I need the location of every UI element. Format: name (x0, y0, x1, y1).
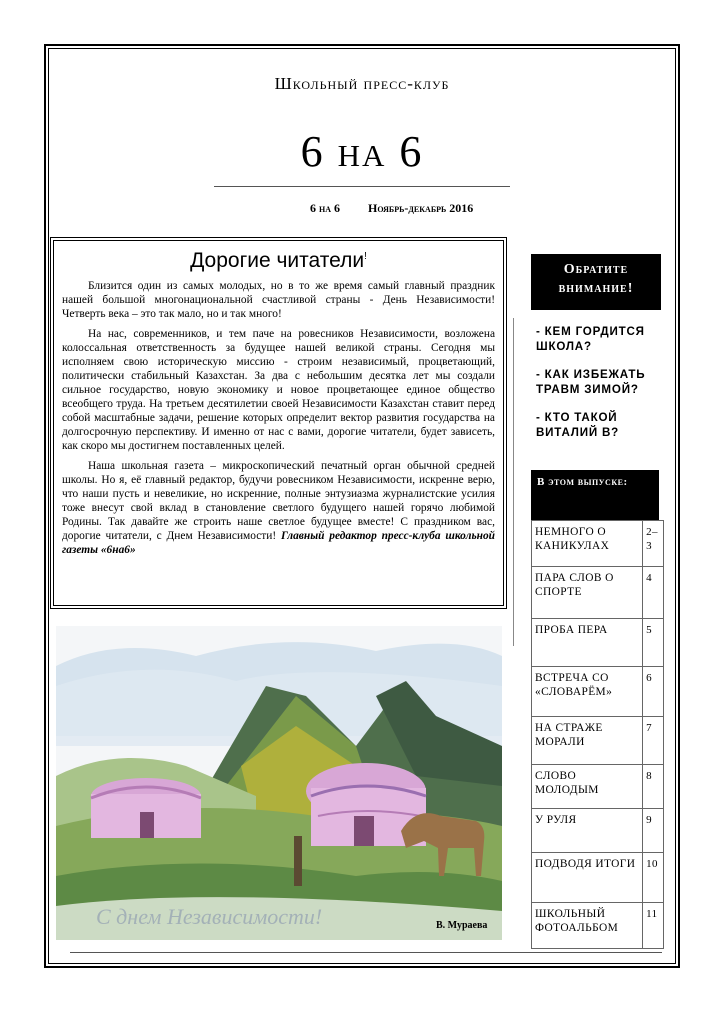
contents-row (532, 567, 664, 619)
title-divider (214, 186, 510, 187)
editorial-paragraph-2: На нас, современников, и тем паче на ровесников Независимости, возложена колоссальная ответственность за будущее нашей великой страны. Сегодня мы исполняем свою историческую миссию - строим независимый, процветающий, политически стабильный Казахстан. За два с небольшим десятка лет мы создали сильное государство, новую экономику и новое процветающее единое общество всеобщего труда. На третьем десятилетии своей Независимости Казахстан ставит перед собой масштабные задачи, решение которых определит вектор развития государства на долгосрочную перспективу. И именно от нас с вами, дорогие читатели, будет зависеть, как скоро мы достигнем поставленных целей. (62, 328, 495, 452)
newspaper-title: 6 на 6 (300, 127, 424, 176)
notice-list (536, 324, 662, 453)
editorial-title-mark: ! (364, 251, 367, 262)
contents-row (532, 853, 664, 903)
notice-item: - КТО ТАКОЙ ВИТАЛИЙ В? (536, 411, 620, 439)
contents-row-label: СЛОВО МОЛОДЫМ (532, 765, 643, 809)
contents-row-page: 8 (643, 765, 664, 809)
contents-row-label: ПОДВОДЯ ИТОГИ (532, 853, 643, 903)
yurt-painting-icon (56, 626, 502, 940)
contents-row-label: ВСТРЕЧА СО «СЛОВАРЁМ» (532, 667, 643, 717)
bottom-divider (70, 952, 662, 953)
editorial-paragraph-3 (62, 459, 495, 557)
contents-row-page: 2–3 (643, 521, 664, 567)
editorial-paragraph-1: Близится один из самых молодых, но в то же время самый главный праздник нашей большой многонациональной счастливой страны - День Независимости! Четверть века – это так мало, но и так много! (62, 280, 495, 320)
editorial-signature: Главный редактор пресс-клуба школьной газеты «6на6» (62, 530, 495, 556)
contents-row (532, 521, 664, 567)
notice-header (531, 254, 661, 310)
contents-header: В этом выпуске: (531, 470, 659, 520)
contents-row (532, 619, 664, 667)
issue-date: Ноябрь-декабрь 2016 (368, 201, 474, 215)
editorial-title (62, 249, 495, 273)
yurt-watercolor-illustration (56, 626, 502, 940)
editorial-box (53, 240, 504, 606)
contents-row-page: 5 (643, 619, 664, 667)
contents-row-page: 9 (643, 809, 664, 853)
notice-title-line2: внимание! (558, 281, 634, 296)
press-club-heading: Школьный пресс-клуб (274, 74, 450, 93)
notice-title-line1: Обратите (563, 262, 629, 277)
contents-row (532, 809, 664, 853)
contents-row (532, 717, 664, 765)
contents-row (532, 667, 664, 717)
contents-row-label: ПРОБА ПЕРА (532, 619, 643, 667)
editorial-paragraph-3-text: Наша школьная газета – микроскопический печатный орган обычной средней школы. Но я, её главный редактор, будучи ровесником Независимости, искренне верю, что наши пусть и невеликие, но искренние, полные энтузиазма журналистские усилия тоже внесут свой вклад в становление светлого будущего нашей горячо любимой Родины. Так давайте же строить наше светлое будущее вместе! С праздником вас, дорогие читатели, с Днем Независимости! (62, 460, 495, 542)
contents-row-page: 4 (643, 567, 664, 619)
issue-name: 6 на 6 (310, 201, 340, 215)
contents-row-label: НА СТРАЖЕ МОРАЛИ (532, 717, 643, 765)
contents-row-label: ПАРА СЛОВ О СПОРТЕ (532, 567, 643, 619)
contents-row-page: 11 (643, 903, 664, 949)
contents-row (532, 903, 664, 949)
contents-row (532, 765, 664, 809)
contents-table (531, 520, 664, 949)
contents-row-label: У РУЛЯ (532, 809, 643, 853)
contents-row-label: НЕМНОГО О КАНИКУЛАХ (532, 521, 643, 567)
illustration-inscription: С днем Независимости! (96, 904, 323, 929)
contents-row-label: ШКОЛЬНЫЙ ФОТОАЛЬБОМ (532, 903, 643, 949)
contents-row-page: 10 (643, 853, 664, 903)
contents-row-page: 7 (643, 717, 664, 765)
notice-item: - КАК ИЗБЕЖАТЬ ТРАВМ ЗИМОЙ? (536, 368, 646, 396)
illustration-author: В. Мураева (436, 920, 488, 931)
issue-line (310, 201, 473, 216)
notice-divider (513, 318, 514, 646)
notice-item: - КЕМ ГОРДИТСЯ ШКОЛА? (536, 325, 645, 353)
contents-row-page: 6 (643, 667, 664, 717)
editorial-title-text: Дорогие читатели (190, 249, 365, 272)
